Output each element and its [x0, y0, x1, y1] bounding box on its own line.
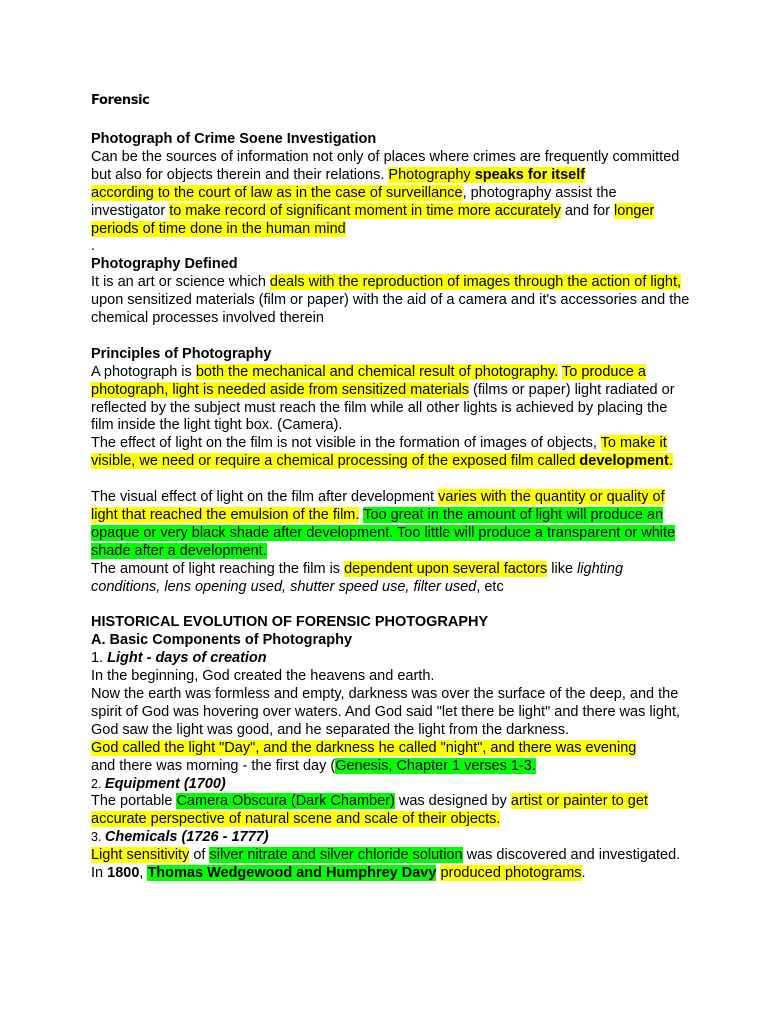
- highlight-yellow: according to the court of law as in the case of surveillance: [91, 184, 463, 201]
- highlight-yellow: varies with the quantity or quality of light that reached the emulsion of the film.: [91, 489, 665, 523]
- section-heading-history: HISTORICAL EVOLUTION OF FORENSIC PHOTOGRAPHY: [91, 614, 489, 631]
- section-heading-defined: Photography Defined: [91, 256, 238, 273]
- paragraph-defined: It is an art or science which deals with the reproduction of images through the action of light, upon sensitized materials (film or paper) with the aid of a camera and it's accessories and the chemical processes involved therein: [91, 274, 690, 327]
- highlight-yellow: To make it visible, we need or require a chemical processing of the exposed film called development.: [91, 435, 673, 470]
- highlight-yellow: Photography speaks for itself: [388, 166, 586, 183]
- paragraph-principles-1: A photograph is both the mechanical and chemical result of photography. To produce a photograph, light is needed aside from sensitized materials (films or paper) light radiated or reflected by the subject must reach the film while all other lights is achieved by placing the film inside the light tight box. (Camera).: [91, 363, 675, 434]
- paragraph-equipment: The portable Camera Obscura (Dark Chamber) was designed by artist or painter to get accurate perspective of natural scene and scale of their objects.: [91, 793, 648, 828]
- highlight-yellow: To produce a photograph, light is needed aside from sensitized materials: [91, 363, 646, 398]
- highlight-green: Camera Obscura (Dark Chamber): [176, 793, 395, 810]
- section-heading-crime-scene: Photograph of Crime Soene Investigation: [91, 131, 377, 147]
- highlight-yellow: dependent upon several factors: [344, 560, 548, 577]
- stray-period: .: [91, 238, 96, 255]
- paragraph-crime-scene: Can be the sources of information not only of places where crimes are frequently committed but also for objects therein and their relations. Photography speaks for itself according to the court of law as in the case of surveillance, photography assist the investigator to make record of significant moment in time more accurately and for longer periods of time done in the human mind: [91, 148, 680, 237]
- paragraph-photograms: In 1800, Thomas Wedgewood and Humphrey Davy produced photograms.: [91, 865, 586, 882]
- section-heading-principles: Principles of Photography: [91, 345, 272, 362]
- highlight-yellow: both the mechanical and chemical result of photography.: [195, 363, 559, 380]
- highlight-yellow: artist or painter to get accurate perspective of natural scene and scale of their objects.: [91, 793, 648, 828]
- highlight-yellow: Light sensitivity: [91, 847, 190, 864]
- document-header: Forensic: [91, 93, 150, 108]
- highlight-yellow: to make record of significant moment in time more accurately: [169, 202, 561, 219]
- highlight-green: Too great in the amount of light will produce an opaque or very black shade after development. Too little will produce a transparent or white shade after a development.: [91, 507, 676, 559]
- highlight-yellow: deals with the reproduction of images through the action of light,: [269, 274, 682, 291]
- list-item-light: 1. Light - days of creation: [91, 650, 267, 667]
- highlight-yellow: God called the light "Day", and the darkness he called "night", and there was evening: [91, 739, 637, 756]
- highlight-yellow: longer periods of time done in the human mind: [91, 202, 655, 237]
- paragraph-principles-3: The visual effect of light on the film after development varies with the quantity or quality of light that reached the emulsion of the film. Too great in the amount of light will produce an opaque or very black shade after development. Too little will produce a transparent or white shade after a development.: [91, 489, 676, 559]
- paragraph-principles-4: The amount of light reaching the film is dependent upon several factors like lighting conditions, lens opening used, shutter speed use, filter used, etc: [91, 560, 624, 595]
- highlight-green: Genesis, Chapter 1 verses 1-3.: [335, 757, 536, 774]
- subheading-basic-components: A. Basic Components of Photography: [91, 632, 353, 649]
- highlight-green: Thomas Wedgewood and Humphrey Davy: [147, 865, 437, 882]
- highlight-green: silver nitrate and silver chloride solution: [209, 847, 463, 864]
- highlight-yellow: produced photograms: [440, 865, 582, 882]
- paragraph-principles-2: The effect of light on the film is not visible in the formation of images of objects, To make it visible, we need or require a chemical processing of the exposed film called development.: [91, 435, 673, 470]
- list-item-equipment: 2. Equipment (1700): [91, 775, 226, 792]
- paragraph-chemicals: Light sensitivity of silver nitrate and silver chloride solution was discovered and investigated.: [91, 847, 681, 864]
- list-item-chemicals: 3. Chemicals (1726 - 1777): [91, 829, 269, 846]
- paragraph-genesis-1: In the beginning, God created the heavens and earth.: [91, 668, 435, 685]
- paragraph-genesis-2: Now the earth was formless and empty, darkness was over the surface of the deep, and the spirit of God was hovering over waters. And God said "let there be light" and there was light, God saw the light was good, and he separated the light from the darkness. God called the light "Day", and the darkness he called "night", and there was evening and there was morning - the first day (Genesis, Chapter 1 verses 1-3.: [91, 686, 680, 774]
- document-body: [91, 131, 691, 883]
